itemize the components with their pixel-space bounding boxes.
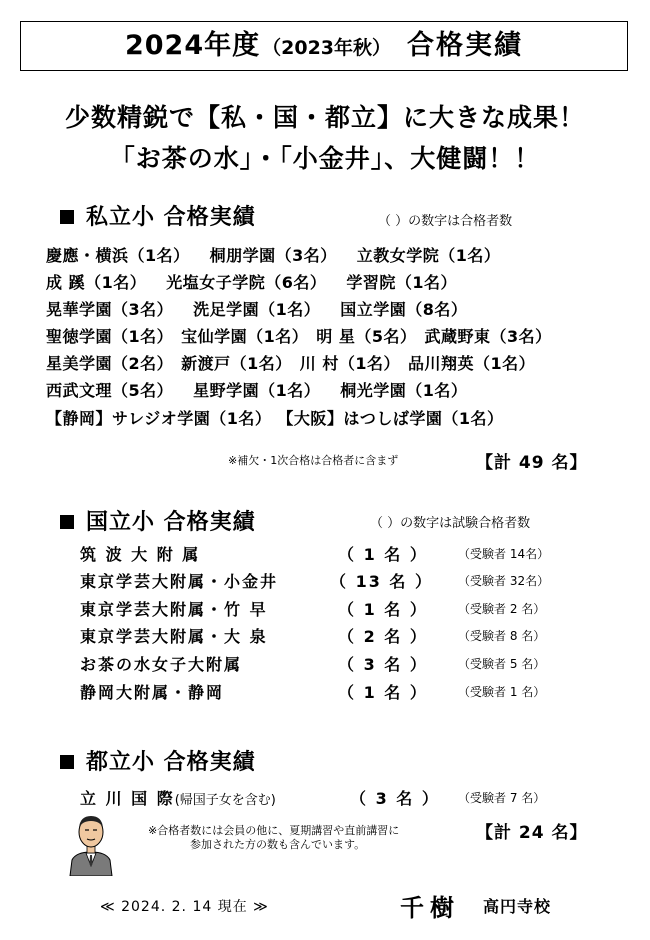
private-row-3: [46, 297, 487, 320]
school-name: [80, 786, 276, 809]
examinee-count: （受験者 7 名）: [458, 791, 546, 805]
school-name: 筑 波 大 附 属: [80, 545, 201, 564]
school-name: お茶の水女子大附属: [80, 655, 243, 674]
national-section-heading: [60, 505, 256, 535]
square-bullet-icon: [60, 755, 74, 769]
school-item: 明 星（5名）: [316, 327, 417, 346]
private-footnote: ※補欠・1次合格は合格者に含まず: [228, 454, 399, 467]
examinee-count: （受験者 2 名）: [458, 602, 546, 616]
headline-1: 少数精鋭で【私・国・都立】に大きな成果！: [64, 103, 585, 132]
footer-brand: 千樹: [400, 894, 460, 922]
school-item: 慶應・横浜（1名）: [46, 246, 190, 265]
private-row-5: [46, 351, 555, 374]
school-item: 学習院（1名）: [346, 273, 457, 292]
national-note: （ ）の数字は試験合格者数: [370, 516, 531, 531]
metro-heading-text: 都立小 合格実績: [86, 750, 256, 775]
school-item: 新渡戸（1名）: [181, 354, 292, 373]
private-section-heading: [60, 200, 256, 230]
pass-count: （ 13 名 ）: [330, 572, 433, 591]
examinee-count: （受験者 5 名）: [458, 657, 546, 671]
school-name: 東京学芸大附属・竹 早: [80, 600, 268, 619]
school-item: 星野学園（1名）: [193, 381, 321, 400]
school-name-text: 立 川 国 際: [80, 789, 175, 808]
pass-count: （ 1 名 ）: [338, 600, 428, 619]
school-item: 星美学園（2名）: [46, 354, 174, 373]
examinee-count: （受験者 32名）: [458, 574, 550, 588]
school-name-note: (帰国子女を含む): [174, 793, 276, 808]
national-heading-text: 国立小 合格実績: [86, 510, 256, 535]
private-row-1: [46, 243, 520, 266]
school-item: 宝仙学園（1名）: [181, 327, 309, 346]
private-row-7: [46, 406, 524, 429]
pass-count: （ 1 名 ）: [338, 683, 428, 702]
metro-footnote-2: 参加された方の数も含んでいます。: [190, 838, 366, 851]
metro-section-heading: [60, 745, 256, 775]
school-item: 聖徳学園（1名）: [46, 327, 174, 346]
headline-2: 「お茶の水」・「小金井」、大健闘！！: [109, 144, 541, 173]
footer-branch: 高円寺校: [483, 897, 552, 916]
school-item: 光塩女子学院（6名）: [166, 273, 327, 292]
school-item: 西武文理（5名）: [46, 381, 174, 400]
pass-count: （ 3 名 ）: [350, 789, 440, 808]
school-item: 【大阪】はつしば学園（1名）: [285, 409, 504, 428]
private-row-2: [46, 270, 477, 293]
title-season: （2023年秋）: [262, 37, 392, 59]
school-name: 東京学芸大附属・大 泉: [80, 627, 268, 646]
school-item: 晃華学園（3名）: [46, 300, 174, 319]
school-item: 国立学園（8名）: [340, 300, 468, 319]
examinee-count: （受験者 1 名）: [458, 685, 546, 699]
school-item: 【静岡】サレジオ学園（1名）: [46, 409, 272, 428]
school-item: 桐朋学園（3名）: [209, 246, 337, 265]
pass-count: （ 2 名 ）: [338, 627, 428, 646]
school-item: 立教女学院（1名）: [356, 246, 501, 265]
private-note: （ ）の数字は合格者数: [378, 214, 513, 229]
school-item: 成 蹊（1名）: [46, 273, 147, 292]
school-item: 品川翔英（1名）: [408, 354, 536, 373]
private-heading-text: 私立小 合格実績: [86, 205, 256, 230]
school-item: 武蔵野東（3名）: [424, 327, 552, 346]
examinee-count: （受験者 8 名）: [458, 629, 546, 643]
school-item: 桐光学園（1名）: [340, 381, 468, 400]
school-item: 川 村（1名）: [299, 354, 400, 373]
teacher-illustration-icon: [66, 812, 116, 876]
private-row-4: [46, 324, 572, 347]
title-year: 2024年度: [124, 30, 261, 61]
square-bullet-icon: [60, 515, 74, 529]
title-box: [20, 21, 628, 71]
square-bullet-icon: [60, 210, 74, 224]
school-item: 洗足学園（1名）: [193, 300, 321, 319]
school-name: 静岡大附属・静岡: [80, 683, 225, 702]
footer-date: ≪ 2024. 2. 14 現在 ≫: [100, 899, 269, 915]
pass-count: （ 1 名 ）: [338, 545, 428, 564]
metro-footnote-1: ※合格者数には会員の他に、夏期講習や直前講習に: [148, 824, 400, 837]
title-results: 合格実績: [407, 30, 524, 61]
pass-count: （ 3 名 ）: [338, 655, 428, 674]
private-total: 【計 49 名】: [476, 453, 588, 473]
metro-total: 【計 24 名】: [476, 823, 588, 843]
examinee-count: （受験者 14名）: [458, 547, 550, 561]
private-row-6: [46, 378, 487, 401]
school-name: 東京学芸大附属・小金井: [80, 572, 279, 591]
